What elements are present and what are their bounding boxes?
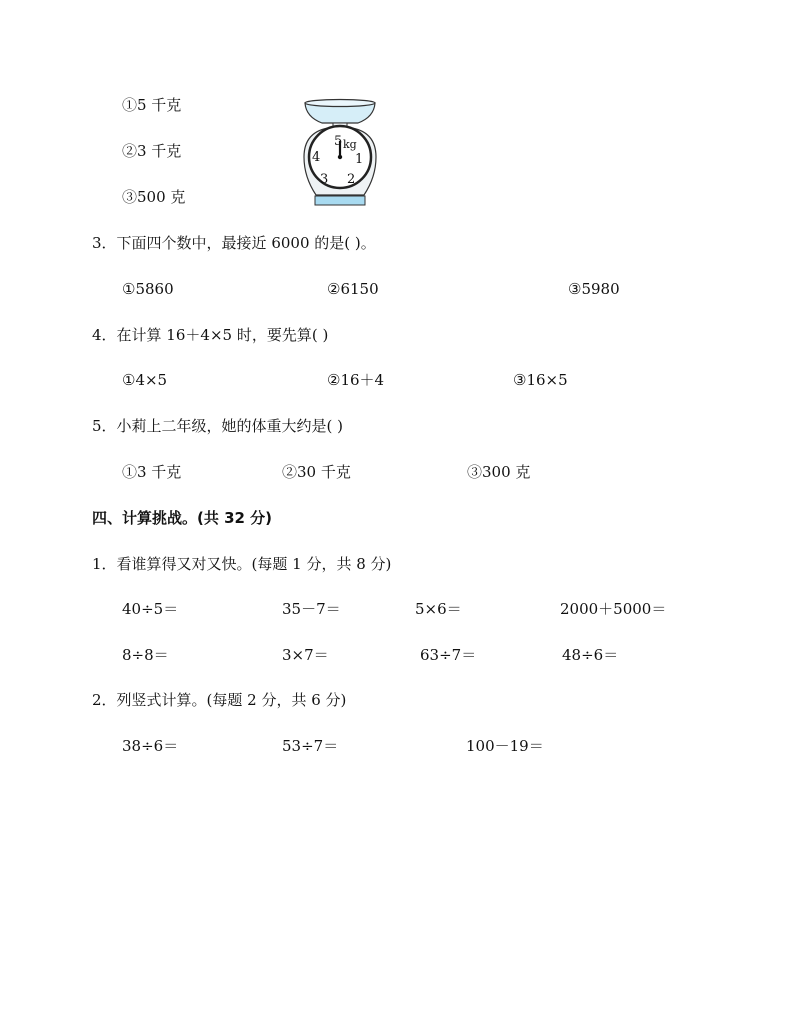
calc-item: 40÷5＝ [122,600,179,618]
vertical-calc-item: 53÷7＝ [282,737,339,755]
scale-dial-number-2: 2 [347,172,356,187]
calc-item: 3×7＝ [282,646,329,664]
vertical-calc-item: 100－19＝ [466,737,544,755]
calc-item: 63÷7＝ [420,646,477,664]
scale-base [315,196,365,205]
vertical-calc-item: 38÷6＝ [122,737,179,755]
q3-option-3: ③5980 [568,280,620,298]
q2-option-1: ①5 千克 [122,96,182,114]
q4-option-1: ①4×5 [122,371,168,389]
q5-text: 5．小莉上二年级，她的体重大约是( ) [92,417,344,435]
q4-text: 4．在计算 16＋4×5 时，要先算( ) [92,326,329,344]
q3-text: 3．下面四个数中，最接近 6000 的是( )。 [92,234,376,252]
kitchen-scale-illustration [300,97,380,212]
scale-pointer-pivot [338,155,342,159]
section-4-title: 四、计算挑战。(共 32 分) [92,509,273,527]
q5-option-3: ③300 克 [467,463,531,481]
q3-option-2: ②6150 [327,280,379,298]
calc-item: 35－7＝ [282,600,341,618]
q2-option-3: ③500 克 [122,188,186,206]
scale-dial-number-4: 4 [312,150,321,165]
scale-dial-number-5: 5 [334,134,343,149]
section-4-sub2-text: 2．列竖式计算。(每题 2 分，共 6 分) [92,691,347,709]
scale-dial-number-1: 1 [355,152,364,167]
q4-option-3: ③16×5 [513,371,568,389]
q2-option-2: ②3 千克 [122,142,182,160]
scale-dial-number-3: 3 [320,172,329,187]
section-4-sub1-text: 1．看谁算得又对又快。(每题 1 分，共 8 分) [92,555,392,573]
q3-option-1: ①5860 [122,280,174,298]
scale-bowl-rim [305,100,375,107]
q5-option-2: ②30 千克 [282,463,351,481]
calc-item: 8÷8＝ [122,646,169,664]
q5-option-1: ①3 千克 [122,463,182,481]
q4-option-2: ②16＋4 [327,371,385,389]
scale-dial-unit: kg [343,138,357,151]
calc-item: 2000＋5000＝ [560,600,667,618]
calc-item: 48÷6＝ [562,646,619,664]
calc-item: 5×6＝ [415,600,462,618]
